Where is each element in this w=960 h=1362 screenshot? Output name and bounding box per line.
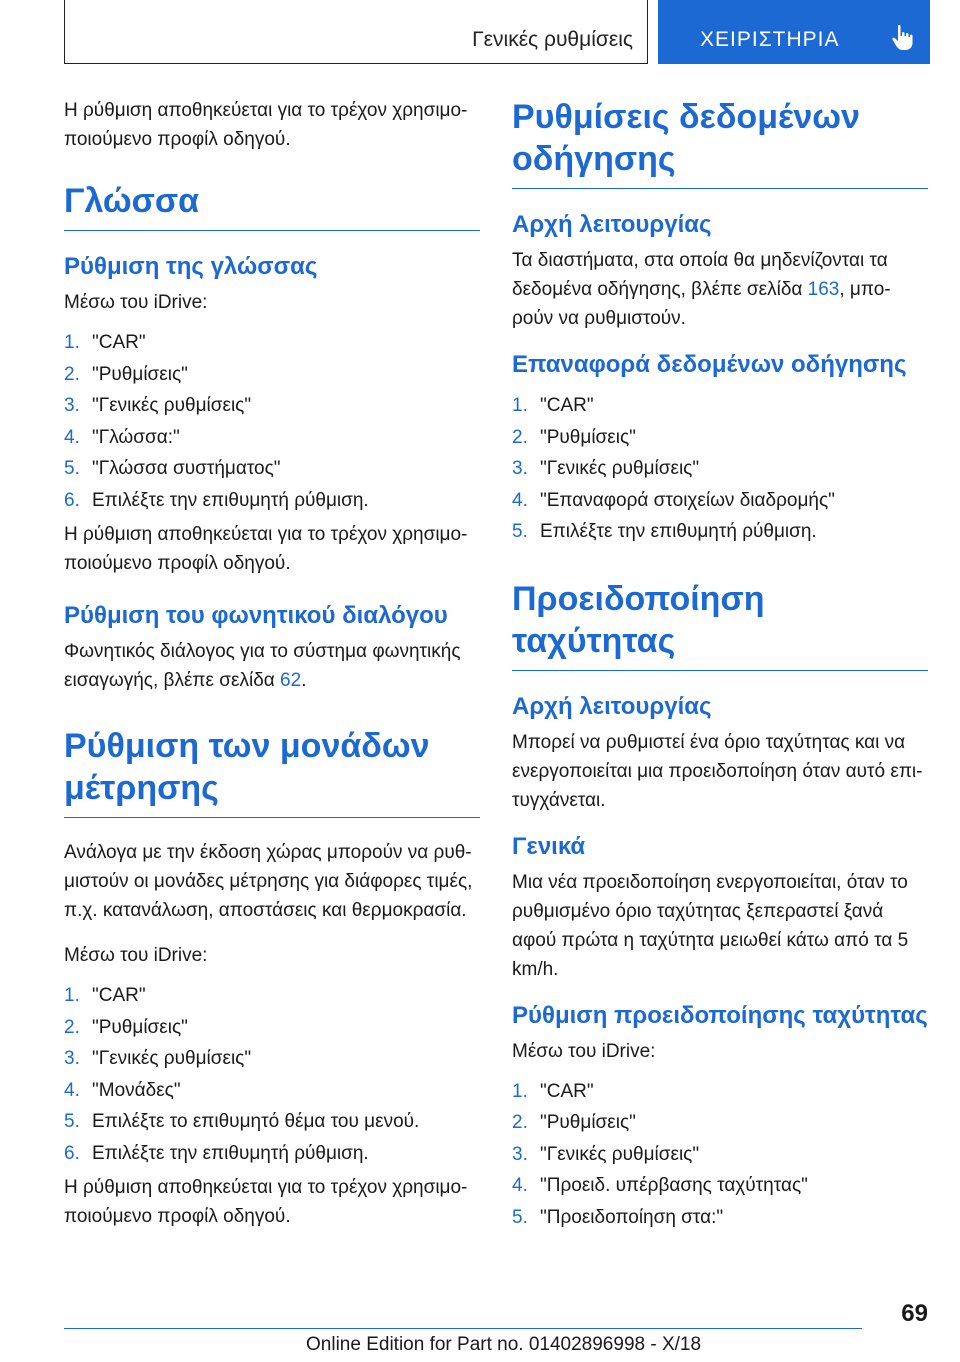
right-column: [512, 96, 928, 1247]
language-note: Η ρύθμιση αποθηκεύεται για το τρέχον χρησιμο-ποιούμενο προφίλ οδηγού.: [64, 524, 468, 574]
speed-via: Μέσω του iDrive:: [512, 1040, 656, 1062]
driving-reset-heading: Επαναφορά δεδομένων οδήγησης: [512, 351, 907, 378]
speed-setting-steps: [512, 1076, 928, 1234]
driving-data-heading: Ρυθμίσεις δεδομένων οδήγησης: [512, 96, 928, 189]
chapter-tab: [658, 0, 930, 64]
speed-warning-heading: Προειδοποίηση ταχύτητας: [512, 578, 928, 671]
list-item: 4. "Επαναφορά στοιχείων διαδρομής": [512, 489, 835, 511]
driving-reset-steps: [512, 390, 928, 548]
language-heading: Γλώσσα: [64, 180, 480, 231]
hand-pointer-icon: [888, 22, 918, 52]
language-steps: [64, 327, 480, 516]
edition-text: Online Edition for Part no. 01402896998 - X/18: [306, 1334, 702, 1355]
list-item: 2. "Ρυθμίσεις": [64, 363, 188, 385]
speed-principle-paragraph: Μπορεί να ρυθμιστεί ένα όριο ταχύτητας και να ενεργοποιείται μια προειδοποίηση όταν αυτό επι-τυγχάνεται.: [512, 731, 923, 811]
speed-setting-heading: Ρύθμιση προειδοποίησης ταχύτητας: [512, 1001, 928, 1029]
footer-divider: [64, 1328, 862, 1329]
list-item: 1. "CAR": [64, 985, 146, 1006]
list-item: 6. Επιλέξτε την επιθυμητή ρύθμιση.: [64, 1142, 369, 1164]
units-heading: Ρύθμιση των μονάδων μέτρησης: [64, 725, 480, 818]
list-item: 4. "Γλώσσα:": [64, 426, 180, 448]
units-via: Μέσω του iDrive:: [64, 945, 208, 966]
speed-general-paragraph: Μια νέα προειδοποίηση ενεργοποιείται, όταν το ρυθμισμένο όριο ταχύτητας ξεπεραστεί ξανά αφού πρώτα η ταχύτητα μειωθεί κάτω από τα 5 km/h.: [512, 871, 909, 980]
driving-principle-paragraph: Τα διαστήματα, στα οποία θα μηδενίζονται τα δεδομένα οδήγησης, βλέπε σελίδα 163, μπο-ρούν να ρυθμιστούν.: [512, 250, 891, 329]
units-note: Η ρύθμιση αποθηκεύεται για το τρέχον χρησιμο-ποιούμενο προφίλ οδηγού.: [64, 1177, 468, 1227]
list-item: 2. "Ρυθμίσεις": [512, 1112, 636, 1133]
language-via: Μέσω του iDrive:: [64, 292, 208, 313]
speed-principle-heading: Αρχή λειτουργίας: [512, 692, 712, 720]
voice-heading: Ρύθμιση του φωνητικού διαλόγου: [64, 602, 448, 629]
list-item: 5. "Γλώσσα συστήματος": [64, 458, 281, 479]
list-item: 5. "Προειδοποίηση στα:": [512, 1206, 724, 1228]
list-item: 1. "CAR": [512, 395, 594, 416]
page-link[interactable]: 62: [280, 670, 302, 691]
list-item: 2. "Ρυθμίσεις": [512, 426, 636, 448]
chapter-title: ΧΕΙΡΙΣΤΗΡΙΑ: [700, 28, 840, 51]
list-item: 1. "CAR": [512, 1080, 594, 1102]
list-item: 3. "Γενικές ρυθμίσεις": [512, 458, 700, 479]
intro-paragraph: Η ρύθμιση αποθηκεύεται για το τρέχον χρησιμο-ποιούμενο προφίλ οδηγού.: [64, 100, 468, 150]
page-number: 69: [901, 1300, 928, 1327]
units-steps: [64, 980, 480, 1169]
language-setting-heading: Ρύθμιση της γλώσσας: [64, 253, 318, 280]
section-title: Γενικές ρυθμίσεις: [472, 28, 633, 51]
list-item: 1. "CAR": [64, 332, 146, 353]
list-item: 5. Επιλέξτε το επιθυμητό θέμα του μενού.: [64, 1111, 420, 1132]
list-item: 4. "Μονάδες": [64, 1079, 181, 1101]
list-item: 6. Επιλέξτε την επιθυμητή ρύθμιση.: [64, 489, 369, 511]
list-item: 5. Επιλέξτε την επιθυμητή ρύθμιση.: [512, 521, 817, 542]
page-header: [64, 0, 930, 64]
speed-general-heading: Γενικά: [512, 832, 586, 860]
driving-principle-heading: Αρχή λειτουργίας: [512, 211, 712, 238]
list-item: 3. "Γενικές ρυθμίσεις": [512, 1143, 700, 1165]
list-item: 2. "Ρυθμίσεις": [64, 1016, 188, 1038]
section-tab: [64, 0, 648, 64]
units-paragraph: Ανάλογα με την έκδοση χώρας μπορούν να ρυθ-μιστούν οι μονάδες μέτρησης για διάφορες τιμές, π.χ. κατανάλωση, αποστάσεις και θερμοκρασία.: [64, 842, 473, 921]
page-link[interactable]: 163: [807, 279, 840, 300]
list-item: 3. "Γενικές ρυθμίσεις": [64, 1048, 252, 1069]
voice-paragraph: Φωνητικός διάλογος για το σύστημα φωνητικής εισαγωγής, βλέπε σελίδα 62.: [64, 641, 461, 691]
list-item: 4. "Προειδ. υπέρβασης ταχύτητας": [512, 1175, 808, 1196]
left-column: [64, 96, 480, 1247]
list-item: 3. "Γενικές ρυθμίσεις": [64, 395, 252, 416]
